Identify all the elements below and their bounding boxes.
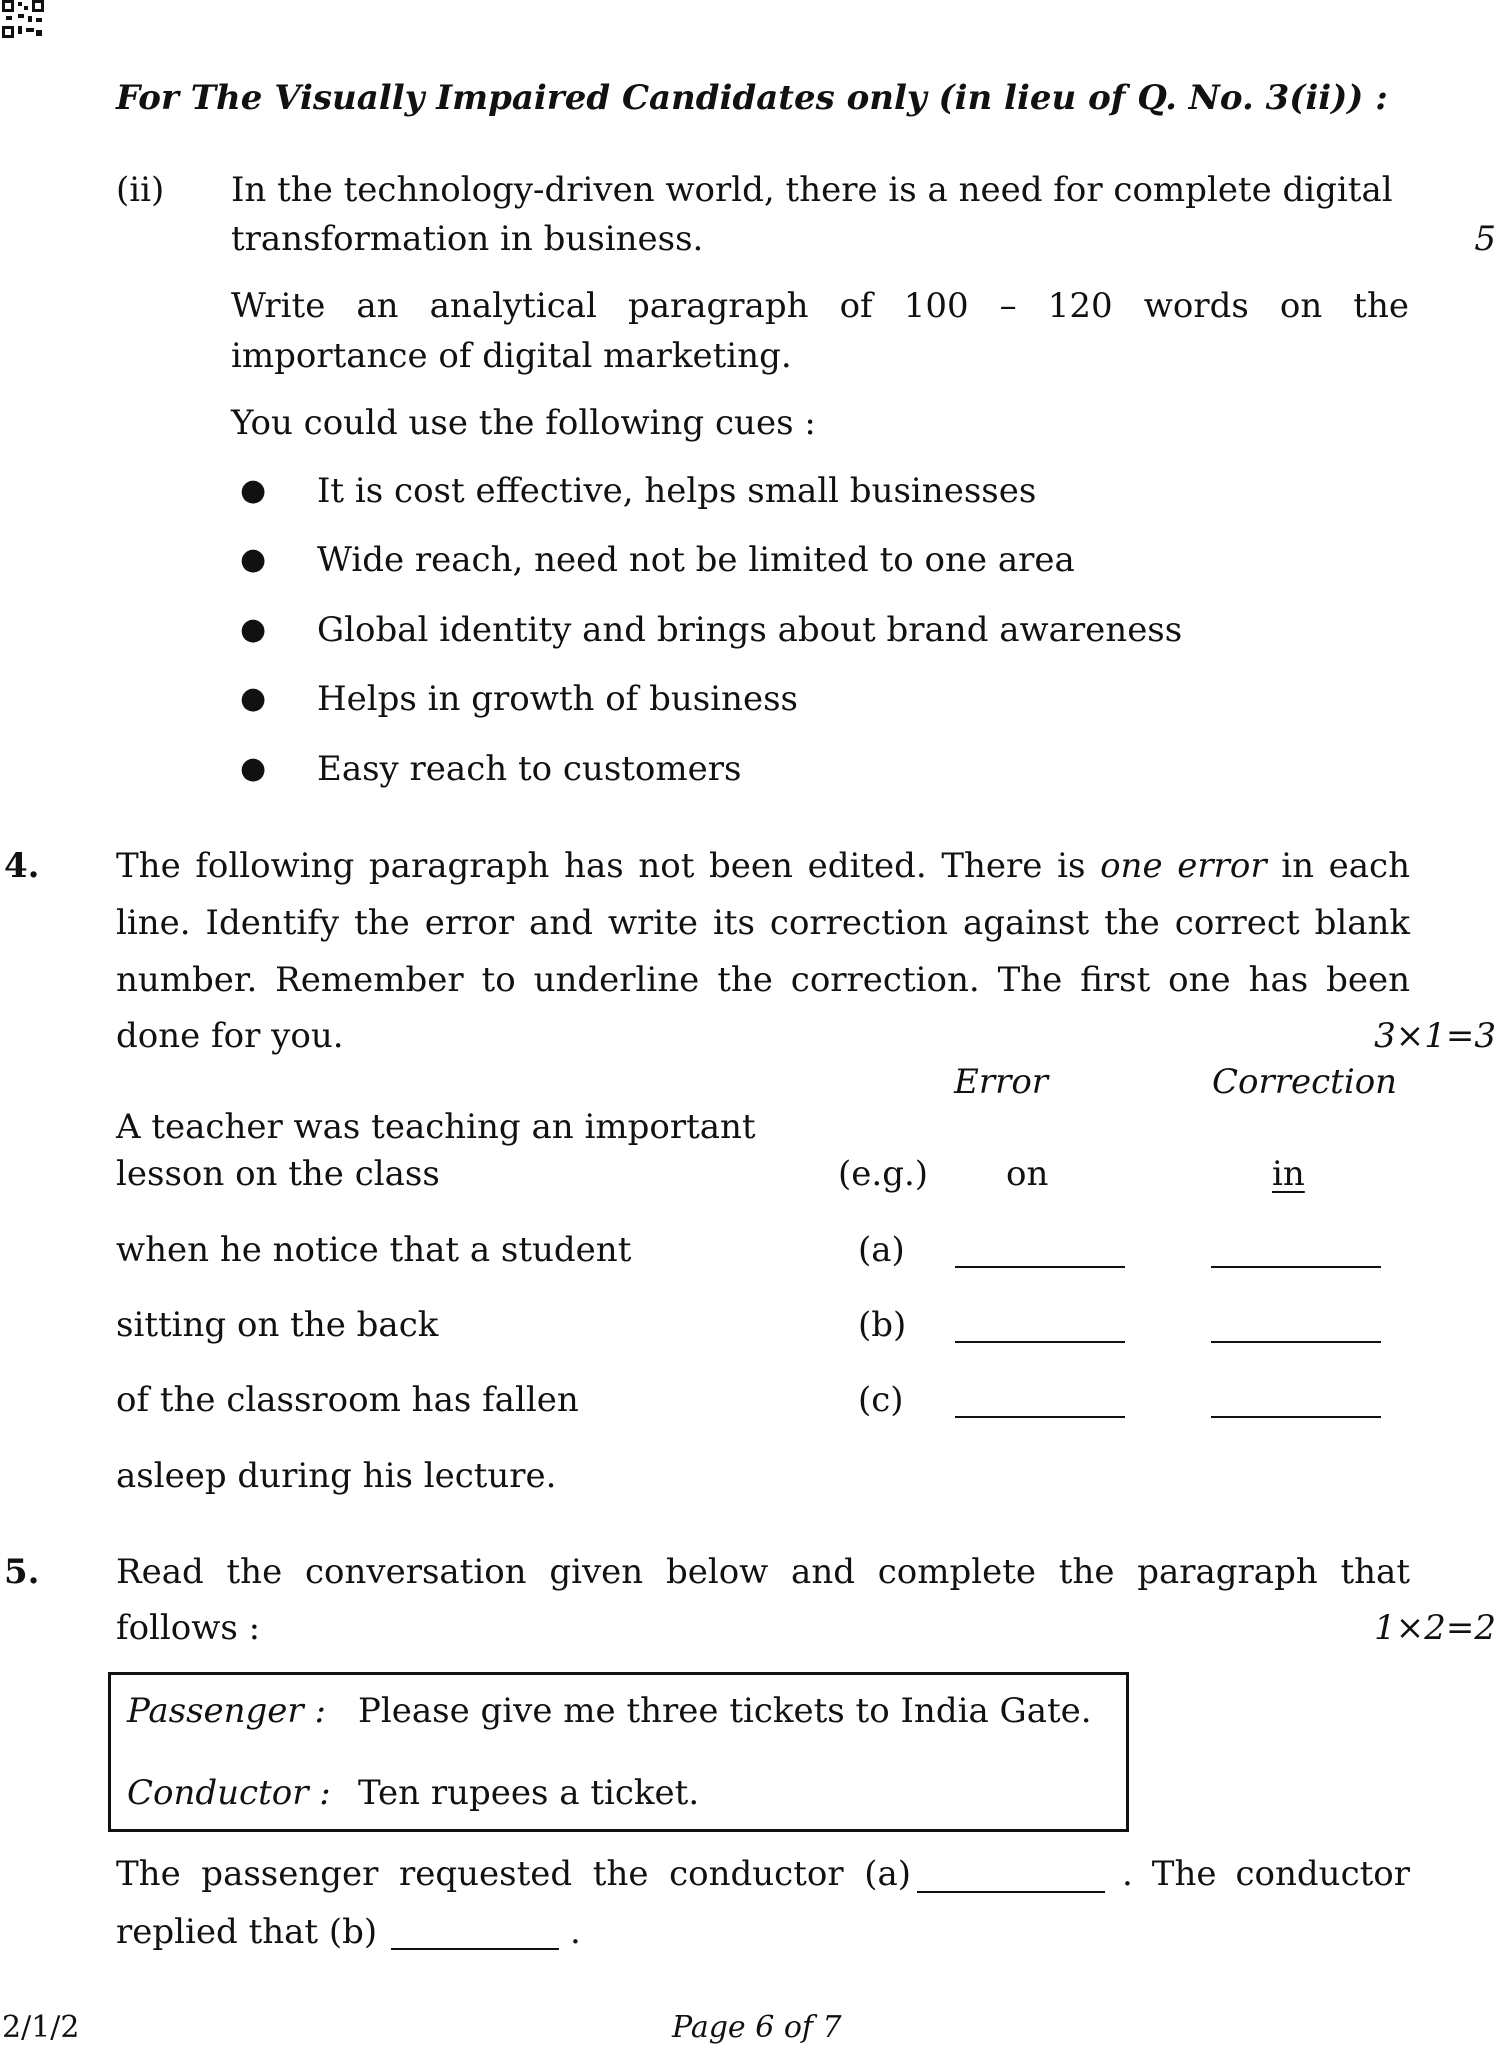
cue-item: It is cost effective, helps small businesses [317, 471, 1037, 511]
answer-blank-b[interactable] [391, 1948, 559, 1950]
q3-cue-intro: You could use the following cues : [231, 403, 816, 443]
answer-blank-correction[interactable] [1211, 1416, 1381, 1418]
column-header-correction: Correction [1212, 1062, 1398, 1102]
passage-line: A teacher was teaching an important [116, 1107, 756, 1147]
answer-blank-error[interactable] [955, 1341, 1125, 1343]
example-error: on [1006, 1154, 1049, 1194]
q5-paragraph-line2: replied that (b) [116, 1912, 378, 1952]
q5-text-line2: follows : [116, 1608, 261, 1648]
cue-item: Wide reach, need not be limited to one area [317, 540, 1075, 580]
q3-text-line2: transformation in business. [231, 219, 704, 259]
answer-blank-error[interactable] [955, 1416, 1125, 1418]
section-heading: For The Visually Impaired Candidates only (in lieu of Q. No. 3(ii)) : [116, 78, 1388, 118]
bullet-icon: ● [240, 681, 267, 716]
answer-blank-correction[interactable] [1211, 1341, 1381, 1343]
q3-text-line1: In the technology-driven world, there is a need for complete digital [231, 170, 1393, 210]
q4-text-line4: done for you. [116, 1016, 344, 1056]
cue-item: Helps in growth of business [317, 679, 798, 719]
dialogue-text: Please give me three tickets to India Gate. [358, 1691, 1092, 1731]
qr-code-icon [2, 0, 44, 38]
passage-line: when he notice that a student [116, 1230, 632, 1270]
answer-blank-error[interactable] [955, 1266, 1125, 1268]
row-label: (e.g.) [838, 1154, 929, 1194]
q3-sub-label: (ii) [116, 170, 165, 210]
q4-text-line3: number. Remember to underline the correction. The first one has been [116, 960, 1410, 1000]
q5-paragraph-line1-end: . The conductor [1122, 1854, 1410, 1894]
bullet-icon: ● [240, 542, 267, 577]
column-header-error: Error [954, 1062, 1049, 1102]
q5-marks: 1×2=2 [1374, 1608, 1496, 1648]
bullet-icon: ● [240, 751, 267, 786]
row-label: (a) [858, 1230, 905, 1270]
q5-paragraph-end: . [570, 1912, 581, 1952]
passage-line: sitting on the back [116, 1305, 439, 1345]
q4-text-line1: The following paragraph has not been edited. There is one error in each [116, 846, 1410, 886]
row-label: (b) [858, 1305, 907, 1345]
speaker-label: Conductor : [127, 1773, 331, 1813]
dialogue-text: Ten rupees a ticket. [358, 1773, 700, 1813]
q3-instruction-line1: Write an analytical paragraph of 100 – 120 words on the [231, 286, 1409, 326]
q4-text-line2: line. Identify the error and write its correction against the correct blank [116, 903, 1410, 943]
row-label: (c) [858, 1380, 904, 1420]
bullet-icon: ● [240, 473, 267, 508]
example-correction: in [1272, 1154, 1305, 1194]
q5-text-line1: Read the conversation given below and complete the paragraph that [116, 1552, 1410, 1592]
q3-instruction-line2: importance of digital marketing. [231, 336, 792, 376]
q4-marks: 3×1=3 [1374, 1016, 1496, 1056]
cue-item: Global identity and brings about brand awareness [317, 610, 1183, 650]
answer-blank-a[interactable] [917, 1891, 1105, 1893]
q4-number: 4. [4, 846, 40, 886]
speaker-label: Passenger : [127, 1691, 326, 1731]
q3-marks: 5 [1474, 219, 1496, 259]
answer-blank-correction[interactable] [1211, 1266, 1381, 1268]
bullet-icon: ● [240, 612, 267, 647]
footer-code: 2/1/2 [2, 2010, 80, 2045]
cue-item: Easy reach to customers [317, 749, 742, 789]
passage-line: of the classroom has fallen [116, 1380, 579, 1420]
footer-page-number: Page 6 of 7 [672, 2010, 842, 2045]
q5-number: 5. [4, 1552, 40, 1592]
passage-line: asleep during his lecture. [116, 1456, 557, 1496]
q5-paragraph-line1-start: The passenger requested the conductor (a) [116, 1854, 911, 1894]
passage-line: lesson on the class [116, 1154, 440, 1194]
